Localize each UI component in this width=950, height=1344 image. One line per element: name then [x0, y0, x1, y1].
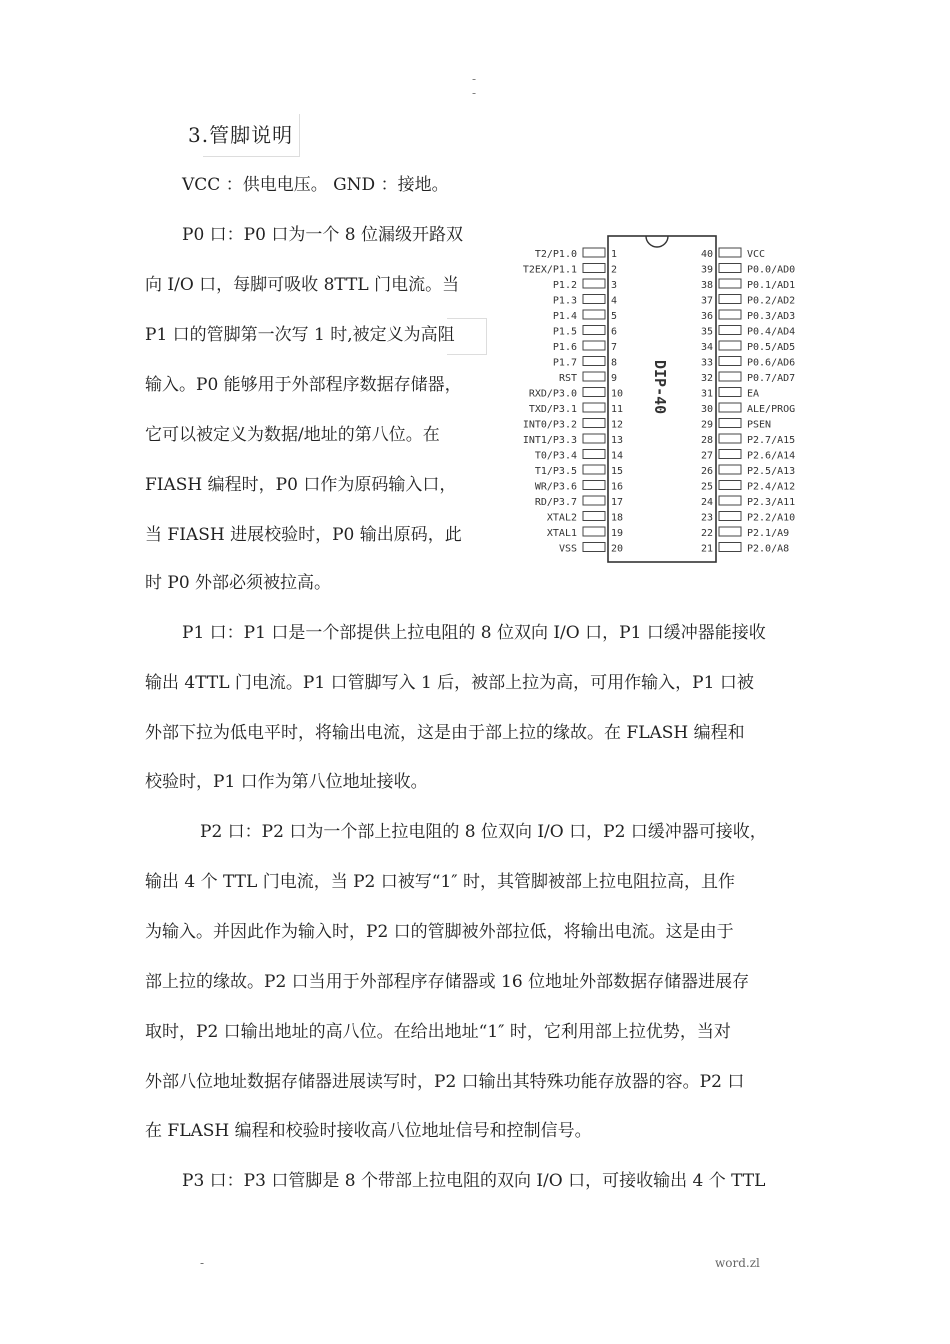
pin-number: 4 [611, 295, 618, 307]
pin-lead [719, 450, 741, 459]
pin-number: 27 [700, 450, 713, 462]
pin-number: 36 [700, 311, 713, 322]
pin-number: 10 [611, 388, 624, 400]
text-line: 部上拉的缘故。P2 口当用于外部程序存储器或 16 位地址外部数据存储器进展存 [145, 972, 750, 992]
pin-name: INT0/P3.2 [522, 419, 577, 431]
pin-number: 24 [700, 497, 713, 508]
pin-number: 13 [611, 435, 624, 446]
text-line: FIASH 编程时，P0 口作为原码输入口， [145, 475, 457, 495]
section-title: 3.管脚说明 [188, 123, 294, 147]
pin-lead [583, 403, 605, 412]
pin-name: P2.3/A11 [747, 497, 796, 508]
text-line: P2 口：P2 口为一个部上拉电阻的 8 位双向 I/O 口，P2 口缓冲器可接收， [200, 822, 767, 842]
text-line: P0 口：P0 口为一个 8 位漏级开路双 [182, 225, 463, 245]
pin-lead [583, 512, 605, 521]
pin-name: VSS [558, 543, 577, 555]
pin-lead [583, 465, 605, 474]
text-line: 时 P0 外部必须被拉高。 [145, 573, 332, 593]
left-pin [523, 264, 617, 276]
left-pin [559, 543, 623, 555]
pin-lead [719, 310, 741, 319]
pin-lead [719, 357, 741, 366]
text-line: 输出 4 个 TTL 门电流，当 P2 口被写“1″ 时，其管脚被部上拉电阻拉高，且作 [145, 872, 736, 892]
pin-lead [719, 481, 741, 490]
pin-lead [583, 341, 605, 350]
pin-name: P2.2/A10 [747, 512, 796, 524]
pin-name: P1.7 [552, 357, 577, 369]
pin-name: P2.1/A9 [747, 528, 790, 539]
pin-name: RST [558, 373, 577, 384]
right-pin [701, 388, 759, 400]
pin-number: 3 [611, 280, 618, 291]
pin-number: 15 [611, 466, 624, 477]
pin-lead [719, 264, 741, 273]
pin-number: 34 [700, 342, 713, 353]
pin-lead [583, 434, 605, 443]
pin-number: 30 [700, 404, 713, 415]
package-label: DIP-40 [651, 360, 669, 415]
pin-lead [583, 357, 605, 366]
pin-name: P2.4/A12 [747, 481, 796, 493]
text-line: P1 口：P1 口是一个部提供上拉电阻的 8 位双向 I/O 口，P1 口缓冲器能接收 [182, 623, 766, 643]
pin-number: 25 [700, 481, 713, 493]
pin-name: T0/P3.4 [534, 450, 577, 462]
pin-number: 33 [700, 357, 713, 369]
pin-number: 39 [700, 264, 713, 276]
pin-lead [719, 248, 741, 257]
pin-lead [719, 403, 741, 412]
pin-lead [583, 295, 605, 304]
pin-name: VCC [747, 249, 766, 260]
right-pin [701, 248, 765, 260]
pin-number: 21 [700, 543, 713, 555]
pin-number: 17 [611, 497, 624, 508]
pin-name: P0.6/AD6 [747, 357, 796, 369]
text-line: 它可以被定义为数据/地址的第八位。在 [145, 425, 440, 445]
pin-number: 6 [611, 326, 618, 338]
pin-name: P1.5 [552, 326, 577, 338]
pin-number: 20 [611, 543, 624, 555]
pin-lead [719, 512, 741, 521]
pin-name: P1.6 [552, 342, 577, 353]
pin-name: PSEN [747, 419, 772, 431]
pin-name: P2.0/A8 [747, 543, 790, 555]
header-mark-top: - [472, 72, 477, 86]
pin-name: XTAL2 [546, 512, 577, 524]
pin-name: P2.7/A15 [747, 435, 796, 446]
highlight-frame [447, 318, 487, 355]
pin-number: 29 [700, 419, 713, 431]
pin-name: T1/P3.5 [534, 466, 577, 477]
pin-name: P0.5/AD5 [747, 342, 796, 353]
left-pin [547, 527, 623, 539]
pin-name: EA [747, 388, 760, 400]
text-line: VCC ：供电电压。 GND ：接地。 [182, 175, 449, 195]
pin-lead [583, 419, 605, 428]
pin-lead [583, 496, 605, 505]
pin-number: 23 [700, 512, 713, 524]
left-pin [535, 248, 617, 260]
text-line: P1 口的管脚第一次写 1 时,被定义为高阻 [145, 325, 455, 345]
pin-name: INT1/P3.3 [522, 435, 577, 446]
pin-number: 28 [700, 435, 713, 446]
pin-lead [583, 527, 605, 536]
pin-number: 26 [700, 466, 713, 477]
pin-name: P2.6/A14 [747, 450, 796, 462]
pin-number: 40 [700, 249, 713, 260]
pin-number: 22 [700, 528, 713, 539]
text-line: 输出 4TTL 门电流。P1 口管脚写入 1 后，被部上拉为高，可用作输入，P1 口被 [145, 673, 754, 693]
pin-lead [583, 279, 605, 288]
pin-lead [719, 279, 741, 288]
pin-lead [583, 481, 605, 490]
header-mark-bottom: - [472, 86, 477, 100]
pin-name: WR/P3.6 [534, 481, 577, 493]
pin-name: RD/P3.7 [534, 497, 577, 508]
text-line: 校验时，P1 口作为第八位地址接收。 [145, 772, 428, 792]
pin-name: P0.4/AD4 [747, 326, 796, 338]
pin-name: P0.1/AD1 [747, 280, 796, 291]
pin-lead [719, 434, 741, 443]
pin-number: 14 [611, 450, 624, 462]
pin-number: 35 [700, 326, 713, 338]
pin-name: P0.7/AD7 [747, 373, 796, 384]
pin-name: P1.3 [552, 295, 577, 307]
footer-source: word.zl [715, 1256, 760, 1270]
pin-lead [583, 264, 605, 273]
pin-lead [719, 419, 741, 428]
footer-mark: - [200, 1256, 205, 1270]
text-line: 输入。P0 能够用于外部程序数据存储器， [145, 375, 462, 395]
text-line: 当 FIASH 进展校验时，P0 输出原码，此 [145, 525, 462, 545]
left-pin [547, 512, 623, 524]
pin-lead [719, 295, 741, 304]
text-line: 外部下拉为低电平时，将输出电流，这是由于部上拉的缘故。在 FLASH 编程和 [145, 723, 745, 743]
right-pin [701, 419, 771, 431]
pin-lead [719, 326, 741, 335]
pin-number: 2 [611, 264, 618, 276]
pin-name: T2EX/P1.1 [522, 264, 577, 276]
pin-number: 11 [611, 404, 624, 415]
pin-name: P0.3/AD3 [747, 311, 796, 322]
pin-lead [719, 527, 741, 536]
text-line: 向 I/O 口，每脚可吸收 8TTL 门电流。当 [145, 275, 460, 295]
pin-lead [719, 465, 741, 474]
pin-number: 1 [611, 249, 618, 260]
pin-name: TXD/P3.1 [528, 404, 577, 415]
pin-lead [719, 341, 741, 350]
pin-name: P0.0/AD0 [747, 264, 796, 276]
pin-number: 5 [611, 311, 618, 322]
pin-lead [583, 248, 605, 257]
pin-number: 12 [611, 419, 624, 431]
pin-lead [719, 372, 741, 381]
pin-number: 31 [700, 388, 713, 400]
pin-name: T2/P1.0 [534, 249, 577, 260]
text-line: 外部八位地址数据存储器进展读写时，P2 口输出其特殊功能存放器的容。P2 口 [145, 1072, 745, 1092]
pin-lead [719, 388, 741, 397]
pin-name: RXD/P3.0 [528, 388, 577, 400]
text-line: P3 口：P3 口管脚是 8 个带部上拉电阻的双向 I/O 口，可接收输出 4 个 TTL [182, 1171, 766, 1191]
pin-lead [719, 496, 741, 505]
pin-name: P1.2 [552, 280, 577, 291]
pin-number: 19 [611, 528, 624, 539]
pin-number: 9 [611, 373, 618, 384]
pin-number: 38 [700, 280, 713, 291]
pin-lead [583, 450, 605, 459]
pin-number: 18 [611, 512, 624, 524]
pin-number: 16 [611, 481, 624, 493]
pin-name: P0.2/AD2 [747, 295, 796, 307]
pin-lead [719, 543, 741, 552]
text-line: 为输入。并因此作为输入时，P2 口的管脚被外部拉低，将输出电流。这是由于 [145, 922, 734, 942]
pin-number: 7 [611, 342, 618, 353]
text-line: 在 FLASH 编程和校验时接收高八位地址信号和控制信号。 [145, 1121, 592, 1141]
pin-lead [583, 310, 605, 319]
pin-number: 32 [700, 373, 713, 384]
pin-lead [583, 372, 605, 381]
pin-lead [583, 388, 605, 397]
pin-number: 37 [700, 295, 713, 307]
pin-name: P2.5/A13 [747, 466, 796, 477]
pin-lead [583, 543, 605, 552]
pin-number: 8 [611, 357, 618, 369]
pin-name: P1.4 [552, 311, 577, 322]
text-line: 取时，P2 口输出地址的高八位。在给出地址“1″ 时，它利用部上拉优势，当对 [145, 1022, 731, 1042]
dip40-pinout-diagram [505, 232, 815, 564]
pin-name: XTAL1 [546, 528, 577, 539]
pin-name: ALE/PROG [747, 404, 796, 415]
pin-lead [583, 326, 605, 335]
